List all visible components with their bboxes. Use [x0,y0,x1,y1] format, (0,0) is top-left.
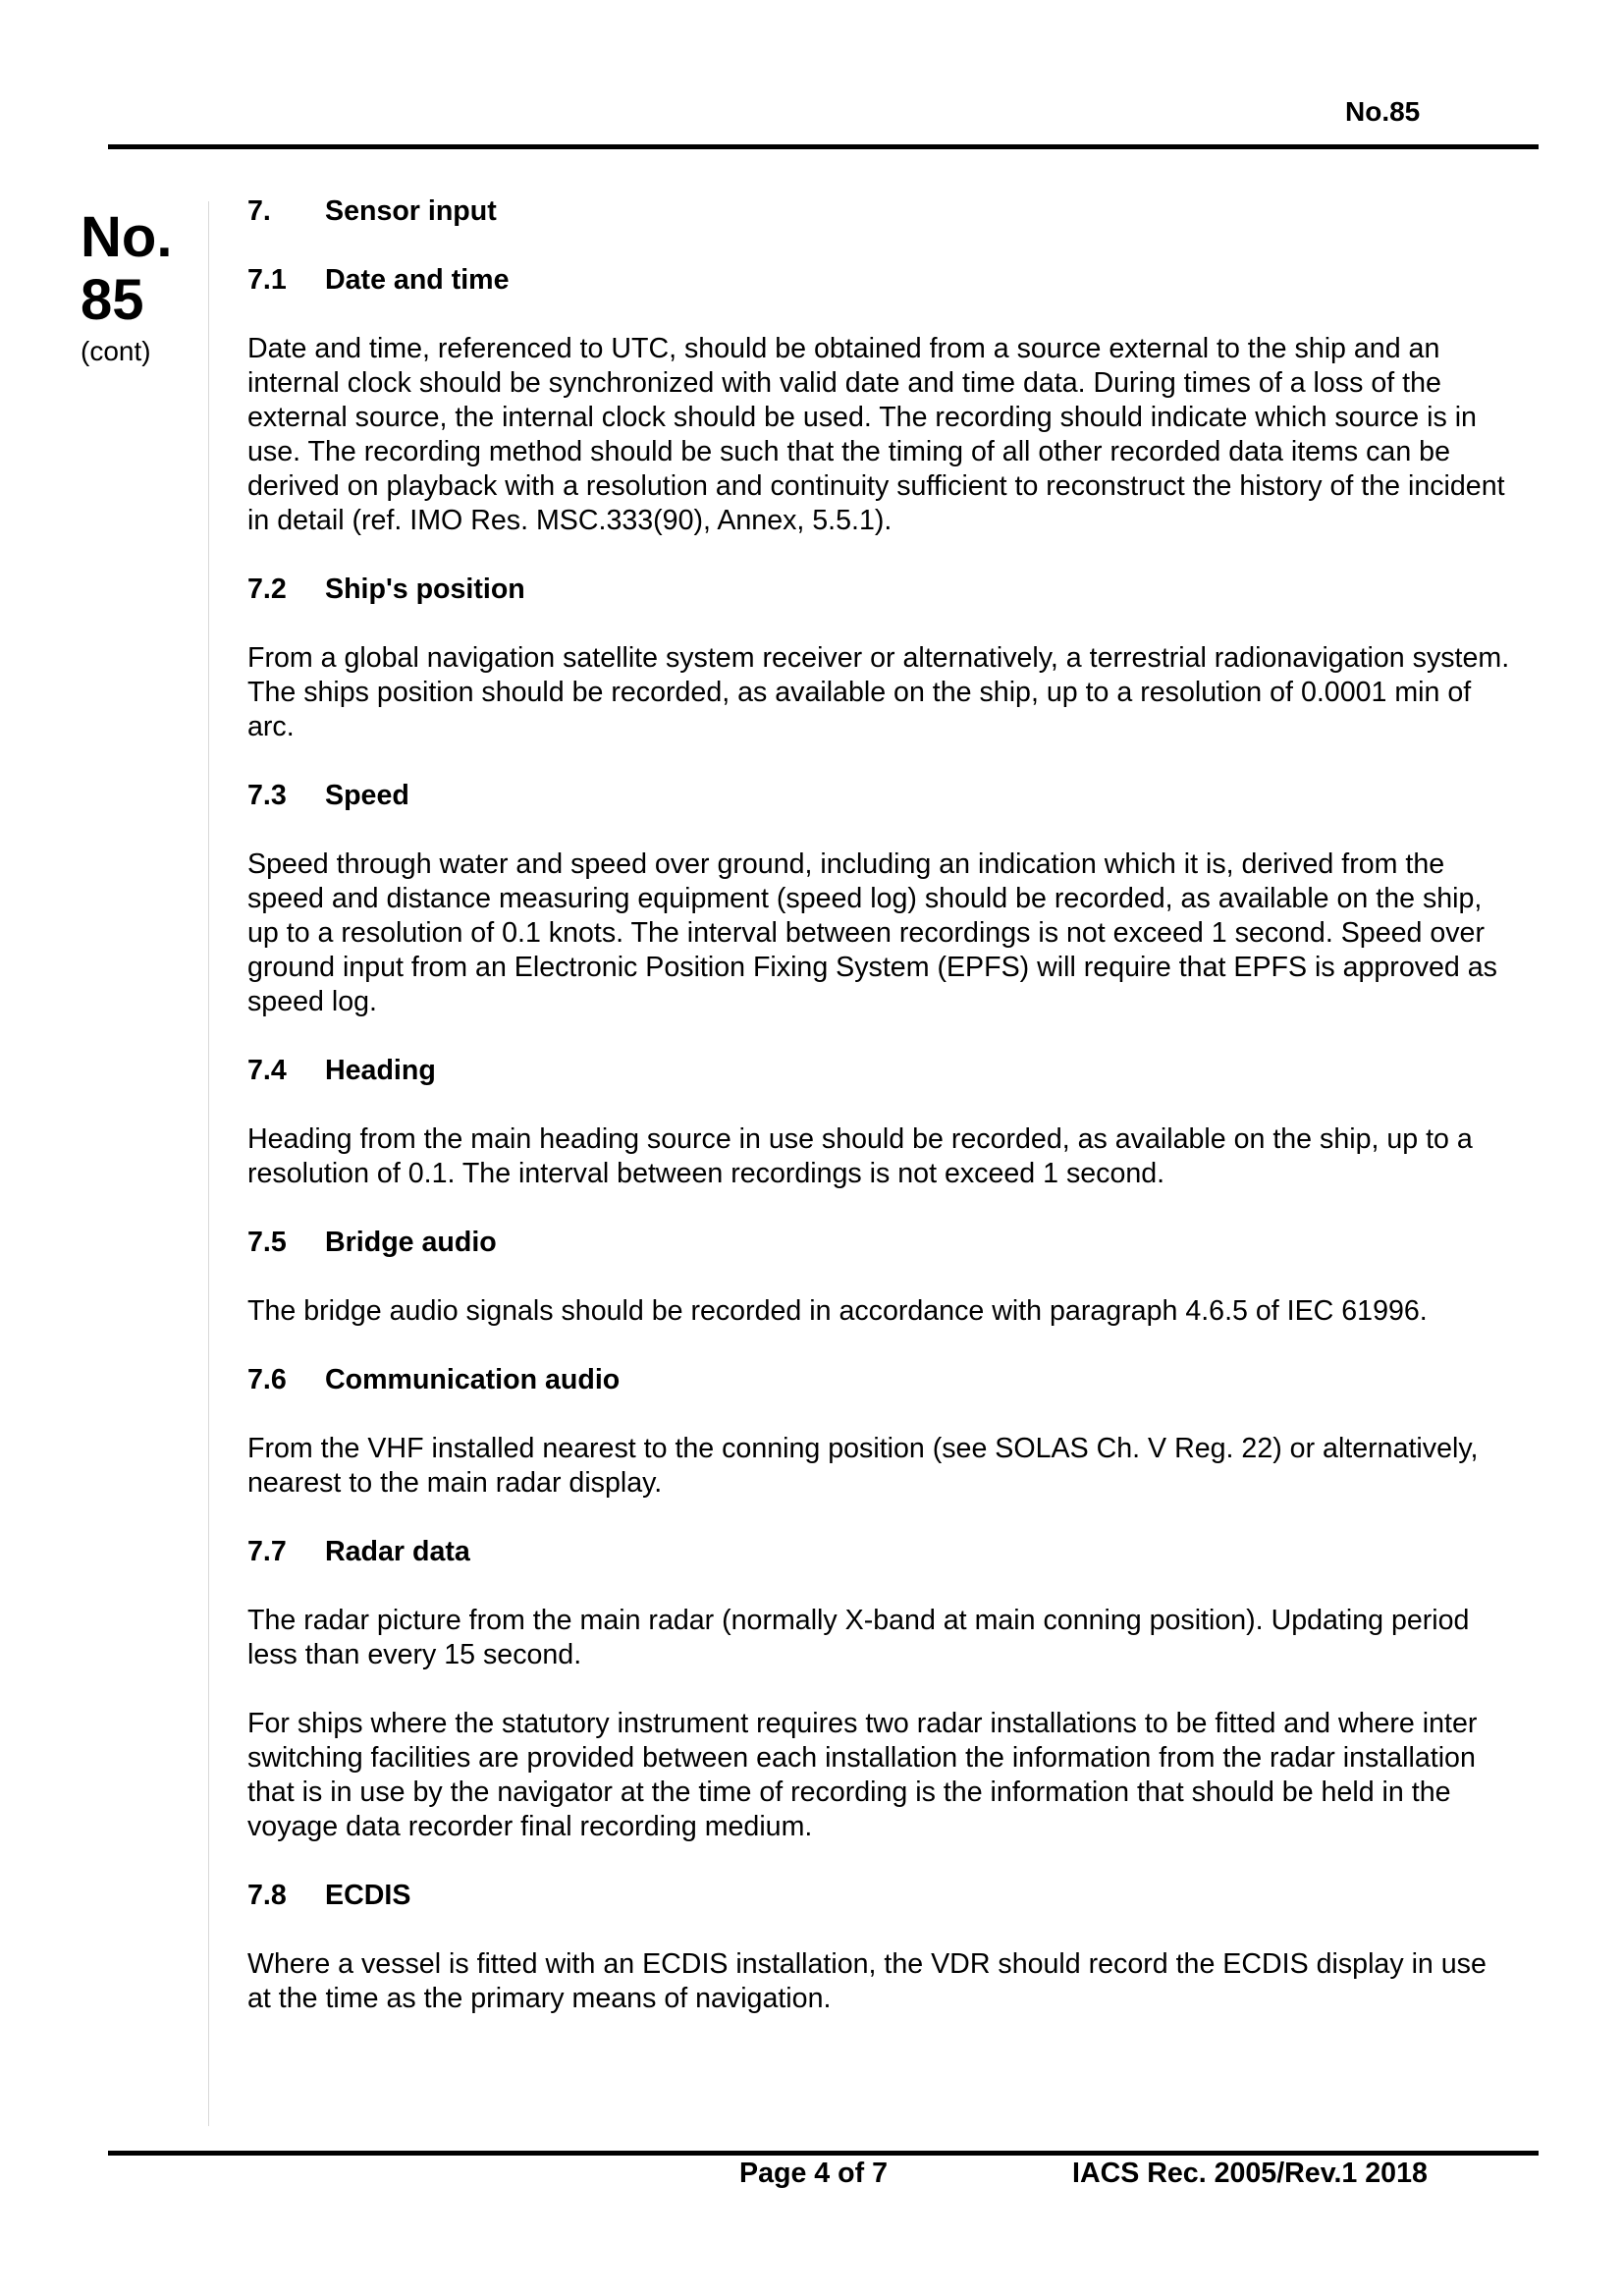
subsection-number: 7.2 [247,574,287,605]
side-divider [208,201,209,2126]
section-number: 7. [247,195,271,227]
subsection-number: 7.4 [247,1055,287,1086]
subsection-number: 7.1 [247,264,287,296]
subsection-heading [247,573,1514,607]
subsection-number: 7.3 [247,780,287,811]
subsection-heading [247,1363,1514,1397]
header-doc-number: No.85 [1345,96,1421,127]
subsection-heading [247,1226,1514,1260]
subsection-number: 7.5 [247,1227,287,1258]
body-paragraph: Heading from the main heading source in use should be recorded, as available on the ship, up to a resolution of 0.1. The interval between recordings is not exceed 1 second. [247,1123,1473,1189]
body-paragraph: Where a vessel is fitted with an ECDIS installation, the VDR should record the ECDIS display in use at the time as the primary means of navigation. [247,1948,1487,2014]
body-paragraph: Date and time, referenced to UTC, should be obtained from a source external to the ship and an internal clock should be synchronized with valid date and time data. During times of a loss of the external source, the internal clock should be used. The recording should indicate which source is in use. The recording method should be such that the timing of all other recorded data items can be derived on playback with a resolution and continuity sufficient to reconstruct the history of the incident in detail (ref. IMO Res. MSC.333(90), Annex, 5.5.1). [247,333,1505,536]
subsection-number: 7.6 [247,1364,287,1395]
subsection-list [247,263,1514,2016]
side-label-cont: (cont) [81,336,151,366]
side-label-no: No. [81,205,173,269]
subsection-number: 7.8 [247,1880,287,1911]
subsection-heading [247,779,1514,813]
body-paragraph: For ships where the statutory instrument requires two radar installations to be fitted and where inter switching facilities are provided between each installation the information from the radar installation that is in use by the navigator at the time of recording is the information that should be held in the voyage data recorder final recording medium. [247,1708,1478,1842]
subsection-title: Bridge audio [325,1227,497,1258]
body-paragraph: The radar picture from the main radar (normally X-band at main conning position). Updating period less than every 15 second. [247,1605,1470,1670]
subsection-heading [247,1535,1514,1569]
header-rule [108,144,1539,149]
document-body [247,194,1514,2050]
section-title: Sensor input [325,195,497,227]
side-label-number: 85 [81,268,144,332]
footer-reference: IACS Rec. 2005/Rev.1 2018 [1072,2158,1428,2189]
subsection-heading [247,263,1514,298]
footer-rule [108,2151,1539,2156]
section-heading [247,194,1514,229]
body-paragraph: From a global navigation satellite system receiver or alternatively, a terrestrial radionavigation system. The ships position should be recorded, as available on the ship, up to a resolution of 0.0001 min of arc. [247,642,1510,742]
subsection-title: ECDIS [325,1880,411,1911]
subsection-number: 7.7 [247,1536,287,1567]
subsection-title: Speed [325,780,409,811]
subsection-title: Date and time [325,264,510,296]
subsection-heading [247,1054,1514,1088]
subsection-title: Heading [325,1055,436,1086]
subsection-heading [247,1879,1514,1913]
body-paragraph: From the VHF installed nearest to the conning position (see SOLAS Ch. V Reg. 22) or alternatively, nearest to the main radar display. [247,1433,1479,1499]
footer-page-number: Page 4 of 7 [739,2158,888,2189]
subsection-title: Communication audio [325,1364,621,1395]
body-paragraph: The bridge audio signals should be recorded in accordance with paragraph 4.6.5 of IEC 61996. [247,1295,1428,1327]
subsection-title: Radar data [325,1536,470,1567]
body-paragraph: Speed through water and speed over ground, including an indication which it is, derived from the speed and distance measuring equipment (speed log) should be recorded, as available on the ship, up to a resolution of 0.1 knots. The interval between recordings is not exceed 1 second. Speed over ground input from an Electronic Position Fixing System (EPFS) will require that EPFS is approved as speed log. [247,848,1497,1017]
subsection-title: Ship's position [325,574,525,605]
side-label [81,206,172,367]
